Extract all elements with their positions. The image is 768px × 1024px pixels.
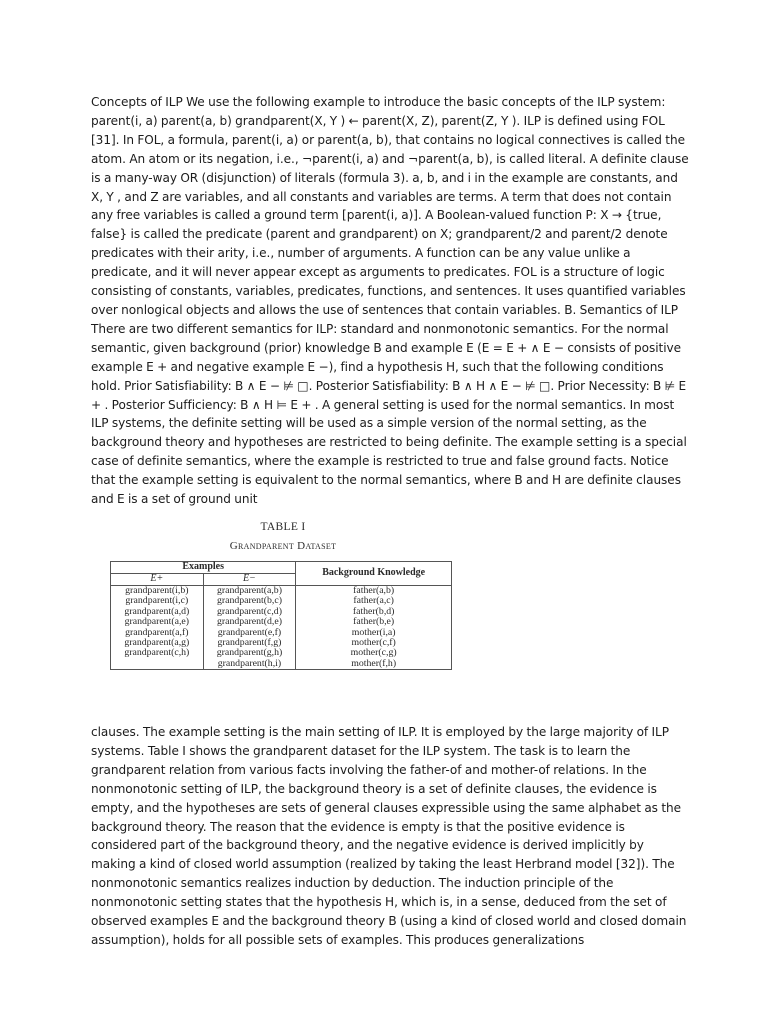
list-item: father(a,c) <box>353 595 394 607</box>
table-figure <box>110 521 452 697</box>
negative-examples-cell <box>203 586 296 670</box>
list-item: father(b,e) <box>353 616 395 628</box>
examples-header: Examples <box>111 562 296 574</box>
list-item: grandparent(a,g) <box>124 637 190 649</box>
list-item: grandparent(i,b) <box>125 585 189 596</box>
negative-examples-header: E− <box>203 574 296 586</box>
list-item: grandparent(a,b) <box>216 585 282 596</box>
list-item: grandparent(g,h) <box>216 647 283 659</box>
list-item: grandparent(a,f) <box>125 626 189 638</box>
background-knowledge-header: Background Knowledge <box>296 562 452 586</box>
list-item: grandparent(a,d) <box>124 605 190 617</box>
list-item: grandparent(f,g) <box>217 637 282 649</box>
list-item: mother(c,f) <box>351 637 396 649</box>
list-item: mother(i,a) <box>351 626 396 638</box>
body-paragraph-1: Concepts of ILP We use the following example to introduce the basic concepts of the ILP system: parent(i, a) parent(a, b) grandparent(X, Y ) ← parent(X, Z), parent(Z, Y ). ILP is defined using FOL [31]. In FOL, a formula, parent(i, a) or parent(a, b), that contains no logical connectives is called the atom. An atom or its negation, i.e., ¬parent(i, a) and ¬parent(a, b), is called literal. A definite clause is a many-way OR (disjunction) of literals (formula 3). a, b, and i in the example are constants, and X, Y , and Z are variables, and all constants and variables are terms. A term that does not contain any free variables is called a ground term [parent(i, a)]. A Boolean-valued function P: X → {true, false} is called the predicate (parent and grandparent) on X; grandparent/2 and parent/2 denote predicates with their arity, i.e., number of arguments. A function can be any value unlike a predicate, and it will never appear except as arguments to predicates. FOL is a structure of logic consisting of constants, variables, predicates, functions, and sentences. It uses quantified variables over nonlogical objects and allows the use of sentences that contain variables. B. Semantics of ILP There are two different semantics for ILP: standard and nonmonotonic semantics. For the normal semantic, given background (prior) knowledge B and example E (E = E + ∧ E − consists of positive example E + and negative example E −), find a hypothesis H, such that the following conditions hold. Prior Satisfiability: B ∧ E − ⊭ □. Posterior Satisfiability: B ∧ H ∧ E − ⊭ □. Prior Necessity: B ⊭ E + . Posterior Sufficiency: B ∧ H ⊨ E + . A general setting is used for the normal semantics. In most ILP systems, the definite setting will be used as a simple version of the normal setting, as the background theory and hypotheses are restricted to being definite. The example setting is a special case of definite semantics, where the example is restricted to true and false ground facts. Notice that the example setting is equivalent to the normal semantics, where B and H are definite clauses and E is a set of ground unit <box>91 95 689 507</box>
list-item: grandparent(d,e) <box>216 616 282 628</box>
table-title: TABLE I <box>260 521 306 533</box>
positive-examples-cell <box>111 586 204 670</box>
list-item: grandparent(b,c) <box>216 595 282 607</box>
list-item: grandparent(e,f) <box>217 626 282 638</box>
grandparent-dataset-table <box>110 561 452 670</box>
list-item: mother(f,h) <box>351 657 397 669</box>
list-item: father(b,d) <box>352 605 395 617</box>
list-item: grandparent(c,d) <box>216 605 282 617</box>
body-paragraph-2: clauses. The example setting is the main setting of ILP. It is employed by the large majority of ILP systems. Table I shows the grandparent dataset for the ILP system. The task is to learn the grandparent relation from various facts involving the father-of and mother-of relations. In the nonmonotonic setting of ILP, the background theory is a set of definite clauses, the evidence is empty, and the hypotheses are sets of general clauses expressible using the same alphabet as the background theory. The reason that the evidence is empty is that the positive evidence is considered part of the background theory, and the negative evidence is derived implicitly by making a kind of closed world assumption (realized by taking the least Herbrand model [32]). The nonmonotonic semantics realizes induction by deduction. The induction principle of the nonmonotonic setting states that the hypothesis H, which is, in a sense, deduced from the set of observed examples E and the background theory B (using a kind of closed world and closed domain assumption), holds for all possible sets of examples. This produces generalizations <box>91 725 687 947</box>
list-item: grandparent(c,h) <box>124 647 190 659</box>
background-knowledge-cell <box>296 586 452 670</box>
list-item: father(a,b) <box>353 585 395 596</box>
list-item: mother(c,g) <box>350 647 397 659</box>
positive-examples-header: E+ <box>111 574 204 586</box>
list-item: grandparent(h,i) <box>217 657 282 669</box>
list-item: grandparent(i,c) <box>125 595 189 607</box>
table-caption: Grandparent Dataset <box>229 540 337 552</box>
list-item: grandparent(a,e) <box>124 616 190 628</box>
